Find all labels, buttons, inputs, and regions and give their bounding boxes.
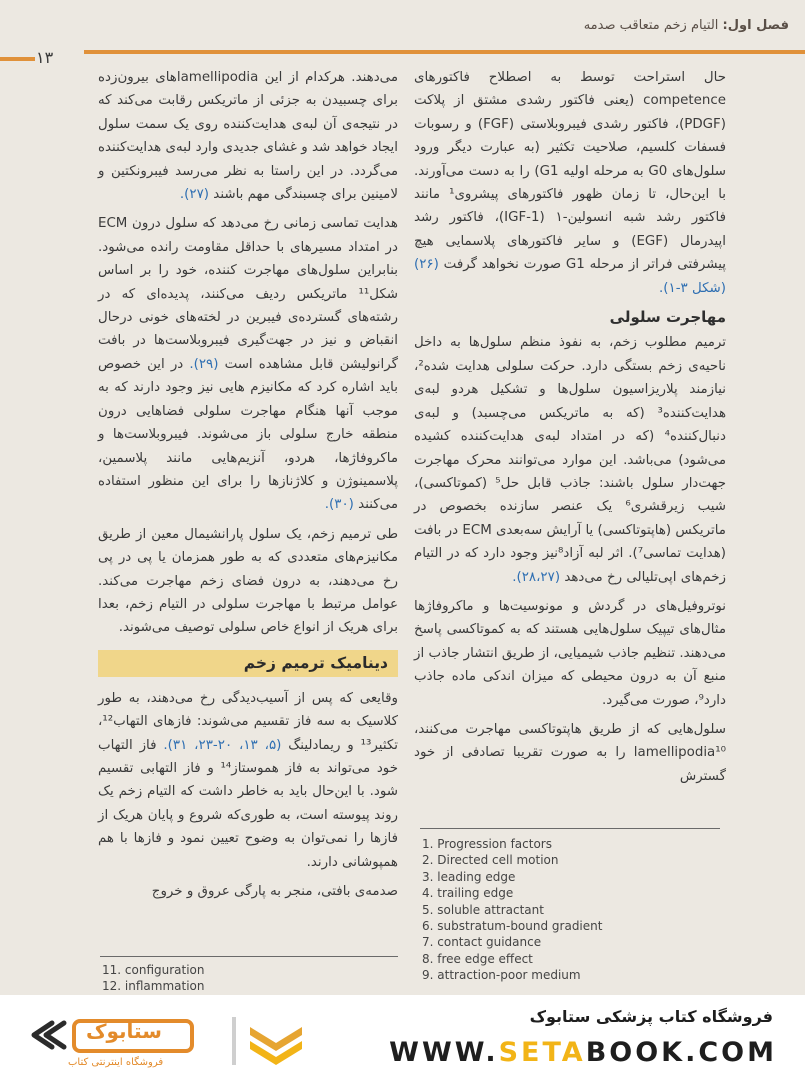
citation: (۲۶) (شکل ۳-۱). (414, 257, 726, 296)
paragraph-text: هدایت تماسی زمانی رخ می‌دهد که سلول درون ECM در امتداد مسیرهای با حداقل مقاومت رانده می‌شود. بنابراین سلول‌های مهاجرت کننده، خود را بر اساس شکل¹¹ ماتریکس ردیف می‌کنند، پدیده‌ای که در رشته‌های گسترده‌ی فیبرین در لخته‌های خونی درحال انقباض و نیز در جهت‌گیری فیبروبلاست‌ها در بافت گرانولیشن قابل مشاهده است (98, 216, 398, 372)
footnote-rule-left (100, 956, 398, 957)
paragraph (98, 523, 398, 640)
url-prefix: WWW. (389, 1037, 499, 1068)
paragraph-text: صدمه‌ی بافتی، منجر به پارگی عروق و خروج (151, 884, 398, 899)
citation: (۲۹). (189, 356, 219, 372)
paragraph-text: در این خصوص باید اشاره کرد که مکانیزم هایی نیز وجود دارند که به موجب آنها هنگام مهاجرت سلولی فضاهایی درون منطقه خارج سلولی باز می‌شوند. فیبروبلاست‌ها و ماکروفاژها، هردو، آنزیم‌هایی مانند پلاسمین، پلاسمینوژن و کلاژنازها را برای این منظور استفاده می‌کنند (98, 356, 398, 513)
footnotes-right (422, 836, 602, 984)
chapter-label: فصل اول: (722, 18, 789, 33)
citation: (۵، ۱۳، ۲۰-۲۳، ۳۱). (163, 737, 282, 753)
header-rule-right (84, 50, 805, 54)
paragraph-text: نوتروفیل‌های در گردش و مونوسیت‌ها و ماکروفاژها مثال‌های تیپیک سلول‌هایی هستند که به کموتاکسی پاسخ می‌دهند. تنظیم جاذب شیمیایی، از طریق انتشار جاذب از منبع آن به درون محیطی که میزان اندکی ماده جاذب دارد⁹، صورت می‌گیرد. (414, 598, 726, 708)
paragraph-text: وقایعی که پس از آسیب‌دیدگی رخ می‌دهند، به طور کلاسیک به سه فاز تقسیم می‌شوند: فازهای التهاب¹²، تکثیر¹³ و ریمادلینگ (98, 690, 398, 753)
paragraph-text: فاز التهاب خود می‌تواند به فاز هموستاز¹⁴ و فاز التهابی تقسیم شود. با این‌حال باید به خاطر داشت که التیام زخم یک روند پیوسته است، به طوری‌که شروع و پایان هریک از فازها را نمی‌توان به وضوح تعیین نمود و فازها با هم همپوشانی دارند. (98, 737, 398, 870)
store-url[interactable] (389, 1037, 777, 1068)
footnote: 2. Directed cell motion (422, 853, 559, 868)
chapter-title: التیام زخم متعاقب صدمه (583, 18, 719, 33)
url-accent: SETA (498, 1037, 586, 1068)
right-column (414, 66, 726, 794)
footnote: 3. leading edge (422, 869, 516, 884)
section-heading: مهاجرت سلولی (609, 308, 726, 327)
citation: (۳۰). (324, 497, 354, 513)
footnote: 8. free edge effect (422, 951, 533, 966)
logo-wordmark: ستابوک (86, 1019, 162, 1043)
header-rule-left (0, 57, 35, 61)
store-banner (0, 995, 805, 1080)
paragraph-text: ترمیم مطلوب زخم، به نفوذ منظم سلول‌ها به داخل ناحیه‌ی زخم بستگی دارد. حرکت سلولی هدایت شده²، نیازمند پلاریزاسیون سلول‌ها و تشکیل هردو لبه‌ی هدایت‌کننده³ (که به ماتریکس می‌چسبد) و لبه‌ی دنبال‌کننده⁴ (که در امتداد لبه‌ی هدایت‌کننده کشیده می‌شود) می‌باشد. این موارد می‌توانند محرک مهاجرت جهت‌دار سلول باشند: جاذب قابل حل⁵ (کموتاکسی)، شیب زیرقشری⁶ یک عنصر سازنده بخصوص در ماتریکس (هاپتوتاکسی) یا آرایش سه‌بعدی ECM در بافت (هدایت تماسی⁷). اثر لبه آزاد⁸نیز وجود دارد که در التیام زخم‌های اپی‌تلیالی رخ می‌دهد (414, 335, 726, 585)
paragraph (414, 718, 726, 788)
footnotes-left (102, 962, 205, 995)
footnote: 7. contact guidance (422, 935, 542, 950)
highlighted-section-heading: دینامیک ترمیم زخم (98, 650, 398, 677)
footnote: 4. trailing edge (422, 886, 514, 901)
paragraph-text: طی ترمیم زخم، یک سلول پارانشیمال معین از طریق مکانیزم‌های متعددی که به طور همزمان یا پی در پی رخ می‌دهند، به درون فضای زخم مهاجرت می‌کند. عوامل مرتبط با مهاجرت سلولی در التیام زخم، بعدا برای هریک از انواع خاص سلولی توصیف می‌شوند. (98, 526, 398, 636)
citation: (۲۸،۲۷). (512, 569, 561, 585)
footnote: 1. Progression factors (422, 837, 552, 851)
footnote: 9. attraction-poor medium (422, 968, 581, 983)
paragraph (98, 212, 398, 516)
footnote-rule-right (420, 828, 720, 829)
citation: (۲۷). (179, 187, 210, 203)
paragraph (98, 66, 398, 206)
paragraph (98, 687, 398, 874)
footnote: 11. configuration (102, 963, 205, 977)
running-header (584, 18, 789, 33)
store-name: فروشگاه کتاب پزشکی ستابوک (529, 1007, 773, 1026)
page-number: ۱۳ (36, 48, 54, 67)
left-column (98, 66, 398, 909)
paragraph-text: سلول‌هایی که از طریق هاپتوتاکسی مهاجرت می‌کنند، lamellipodia¹⁰ را به صورت تقریبا تصادفی از خود گسترش (414, 721, 726, 784)
paragraph (414, 331, 726, 588)
url-suffix: BOOK.COM (585, 1037, 777, 1068)
paragraph (414, 66, 726, 300)
logo-tagline: فروشگاه اینترنتی کتاب (68, 1057, 164, 1068)
paragraph (414, 595, 726, 712)
paragraph (98, 880, 398, 903)
footnote: 5. soluble attractant (422, 902, 544, 917)
footnote: 12. inflammation (102, 979, 205, 994)
footnote: 6. substratum-bound gradient (422, 919, 603, 934)
paragraph-text: حال استراحت توسط به اصطلاح فاکتورهای competence (یعنی فاکتور رشدی مشتق از پلاکت (PDGF)، فاکتور رشدی فیبروبلاستی (FGF) و رسوبات فسفات کلسیم، صلاحیت تکثیر (به عبارت دیگر ورود سلول‌های G0 به مرحله اولیه G1) را به دست می‌آورند. با این‌حال، تا زمان ظهور فاکتورهای پیشروی¹ مانند فاکتور رشد شبه انسولین-۱ (IGF-1)، فاکتور رشد اپیدرمال (EGF) و سایر فاکتورهای پلاسمایی هیچ پیشرفتی فراتر از مرحله G1 صورت نخواهد گرفت (414, 70, 726, 273)
paragraph-text: می‌دهند. هرکدام از این lamellipodiaهای بیرون‌زده برای چسبیدن به جزئی از ماتریکس رقابت می‌کند که در نتیجه‌ی آن لبه‌ی هدایت‌کننده روی یک سمت سلول ایجاد خواهد شد و غشای جدیدی وارد لبه‌ی هدایت‌کننده می‌گردد. در این راستا به نظر می‌رسد فیبرونکتین و لامینین برای چسبندگی مهم باشند (98, 70, 398, 203)
